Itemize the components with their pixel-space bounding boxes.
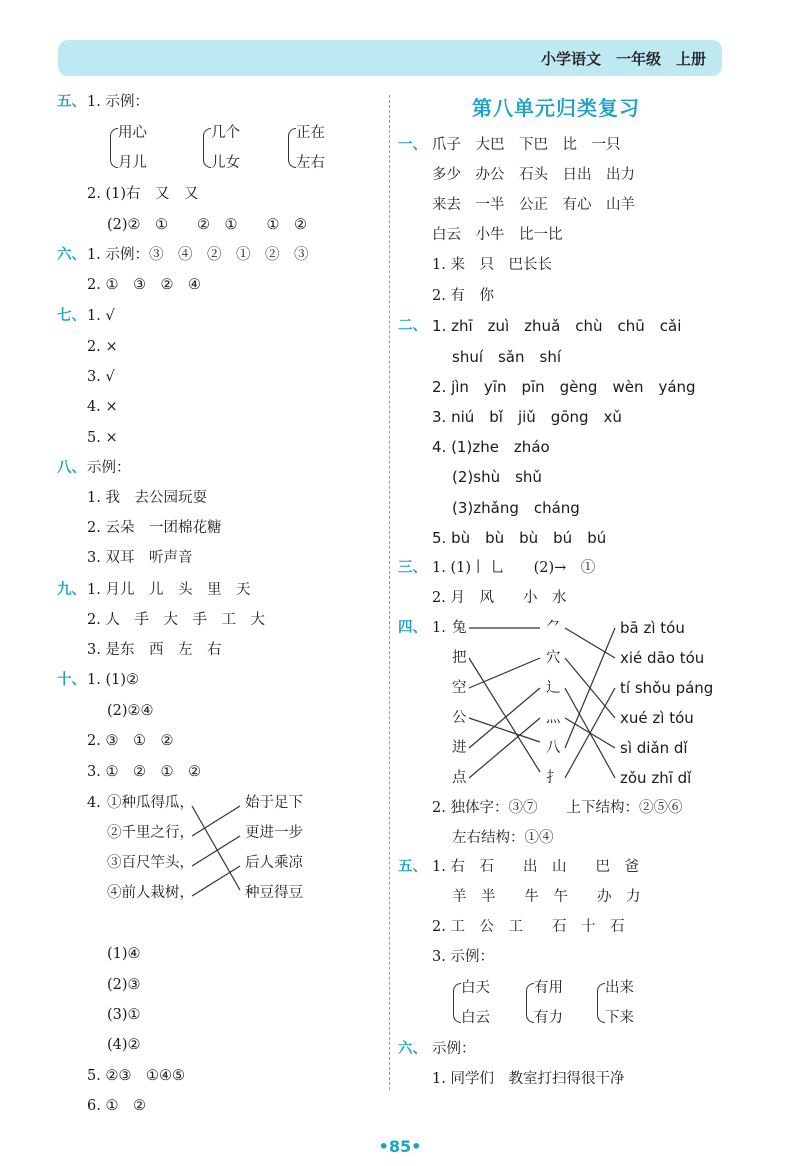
answer-line: 2. 月 风 小 水: [432, 590, 567, 606]
word: 白天: [461, 980, 490, 996]
answer-line: (2)③: [107, 977, 141, 993]
answer-line: 1. (1)②: [87, 672, 139, 688]
answer-line: 多少 办公 石头 日出 出力: [432, 167, 635, 183]
match-char: 空: [452, 680, 467, 696]
answer-line: shuí sǎn shí: [452, 348, 561, 366]
match-char: 公: [452, 710, 467, 726]
answer-line: 2. 人 手 大 手 工 大: [87, 612, 265, 628]
section-number: 五、: [57, 93, 86, 110]
word: 有力: [534, 1010, 563, 1026]
answer-line: 左右结构：①④: [452, 830, 554, 846]
word: 白云: [461, 1010, 490, 1026]
word: 用心: [118, 125, 147, 141]
match-left-item: ④前人栽树，: [107, 885, 194, 901]
match-line: [192, 836, 240, 866]
answer-line: (2)shù shǔ: [452, 468, 542, 486]
answer-line: 4. ×: [87, 399, 118, 415]
answer-line: (2)②④: [107, 703, 154, 719]
section-number: 九、: [57, 581, 86, 598]
page-number: •85•: [378, 1137, 422, 1156]
answer-line: 4.: [87, 795, 101, 811]
answer-line: 2. 云朵 一团棉花糖: [87, 520, 222, 536]
answer-line: (1)④: [107, 946, 141, 962]
match-char: 点: [452, 770, 467, 786]
answer-line: 1. 月儿 儿 头 里 天: [87, 582, 251, 598]
answer-line: 1. √: [87, 308, 115, 324]
match-right-item: 种豆得豆: [245, 885, 303, 901]
match-right-item: 更进一步: [245, 825, 303, 841]
match-line: [565, 628, 615, 658]
match-line: [192, 806, 240, 836]
section-number: 三、: [398, 559, 427, 576]
answer-line: 1. 右 石 出 山 巴 爸: [432, 859, 639, 875]
word: 几个: [211, 125, 240, 141]
match-line: [565, 628, 615, 748]
word: 月儿: [118, 155, 147, 171]
answer-line: 爪子 大巴 下巴 比 一只: [432, 137, 621, 153]
answer-line: 2. ×: [87, 339, 118, 355]
answer-line: 4. (1)zhe zháo: [432, 438, 550, 456]
answer-line: 3. √: [87, 369, 115, 385]
answer-line: 5. ×: [87, 430, 118, 446]
answer-line: 5. ②③ ①④⑤: [87, 1068, 185, 1084]
answer-line: 1. (1)丨 乚 (2)→ ①: [432, 560, 596, 576]
answer-line: 白云 小牛 比一比: [432, 227, 563, 243]
header-text: 小学语文 一年级 上册: [540, 50, 706, 68]
answer-line: 2. (1)右 又 又: [87, 186, 199, 202]
word: 儿女: [211, 155, 240, 171]
match-char: 把: [452, 650, 467, 666]
answer-line: 2. 独体字：③⑦ 上下结构：②⑤⑥: [432, 800, 683, 816]
answer-line: 3. ① ② ① ②: [87, 764, 201, 780]
match-left-item: ②千里之行，: [107, 825, 194, 841]
match-radical: ⺈: [546, 620, 561, 636]
answer-line: 3. 双耳 听声音: [87, 550, 193, 566]
answer-line: 3. 示例：: [432, 949, 494, 965]
match-radical: 辶: [546, 680, 561, 696]
answer-line: 6. ① ②: [87, 1098, 146, 1114]
answer-line: 3. niú bǐ jiǔ gōng xǔ: [432, 408, 622, 426]
word: 有用: [534, 980, 563, 996]
match-pinyin: sì diǎn dǐ: [620, 739, 688, 757]
match-right-item: 始于足下: [245, 795, 303, 811]
word: 下来: [605, 1010, 634, 1026]
word: 正在: [296, 125, 325, 141]
match-pinyin: zǒu zhī dǐ: [620, 769, 692, 787]
match-line: [469, 718, 540, 778]
answer-line: 3. 是东 西 左 右: [87, 642, 222, 658]
word: 出来: [605, 980, 634, 996]
answer-line: 2. ① ③ ② ④: [87, 277, 201, 293]
answer-line: (3)zhǎng cháng: [452, 499, 580, 517]
answer-line: 羊 半 牛 午 办 力: [452, 889, 641, 905]
answer-line: 1. zhī zuì zhuǎ chù chū cǎi: [432, 317, 682, 335]
answer-line: 示例：: [432, 1041, 476, 1057]
section-number: 六、: [57, 246, 86, 263]
section-number: 一、: [398, 136, 427, 153]
answer-line: 5. bù bù bù bú bú: [432, 529, 607, 547]
match-line: [192, 866, 240, 896]
answer-line: 2. 工 公 工 石 十 石: [432, 919, 625, 935]
answer-line: 1. 来 只 巴长长: [432, 257, 552, 273]
match-line: [192, 806, 240, 890]
unit-title: 第八单元归类复习: [472, 96, 640, 120]
answer-line: 1. 示例：: [87, 94, 149, 110]
match-line: [469, 658, 540, 688]
answer-line: (4)②: [107, 1037, 141, 1053]
match-pinyin: xié dāo tóu: [620, 649, 705, 667]
section-number: 八、: [57, 459, 86, 476]
answer-line: (2)② ① ② ① ① ②: [107, 217, 308, 233]
match-right-item: 后人乘凉: [245, 855, 303, 871]
answer-line: 1. 示例：③ ④ ② ① ② ③: [87, 247, 309, 263]
answer-line: 1. 同学们 教室打扫得很干净: [432, 1071, 625, 1087]
section-number: 七、: [57, 307, 86, 324]
match-pinyin: xué zì tóu: [620, 709, 694, 727]
match-radical: 扌: [546, 770, 561, 786]
match-line: [469, 658, 540, 772]
section-number: 四、: [398, 619, 427, 636]
match-radical: 穴: [546, 650, 561, 666]
word: 左右: [296, 155, 325, 171]
section-number: 十、: [57, 671, 86, 688]
answer-line: 来去 一半 公正 有心 山羊: [432, 197, 635, 213]
match-pinyin: bā zì tóu: [620, 619, 685, 637]
answer-line: 示例：: [87, 460, 131, 476]
match-pinyin: tí shǒu páng: [620, 679, 714, 697]
answer-line: 1.: [432, 620, 446, 636]
answer-line: 2. 有 你: [432, 288, 494, 304]
answer-line: (3)①: [107, 1007, 141, 1023]
answer-line: 2. jìn yīn pīn gèng wèn yáng: [432, 378, 696, 396]
answer-line: 1. 我 去公园玩耍: [87, 490, 207, 506]
match-char: 进: [452, 740, 467, 756]
section-number: 二、: [398, 317, 427, 334]
section-number: 六、: [398, 1040, 427, 1057]
answer-line: 2. ③ ① ②: [87, 733, 174, 749]
section-number: 五、: [398, 858, 427, 875]
match-char: 兔: [452, 620, 467, 636]
match-left-item: ①种瓜得瓜，: [107, 795, 194, 811]
match-radical: 灬: [546, 710, 561, 726]
match-radical: 八: [546, 740, 561, 756]
match-left-item: ③百尺竿头，: [107, 855, 194, 871]
